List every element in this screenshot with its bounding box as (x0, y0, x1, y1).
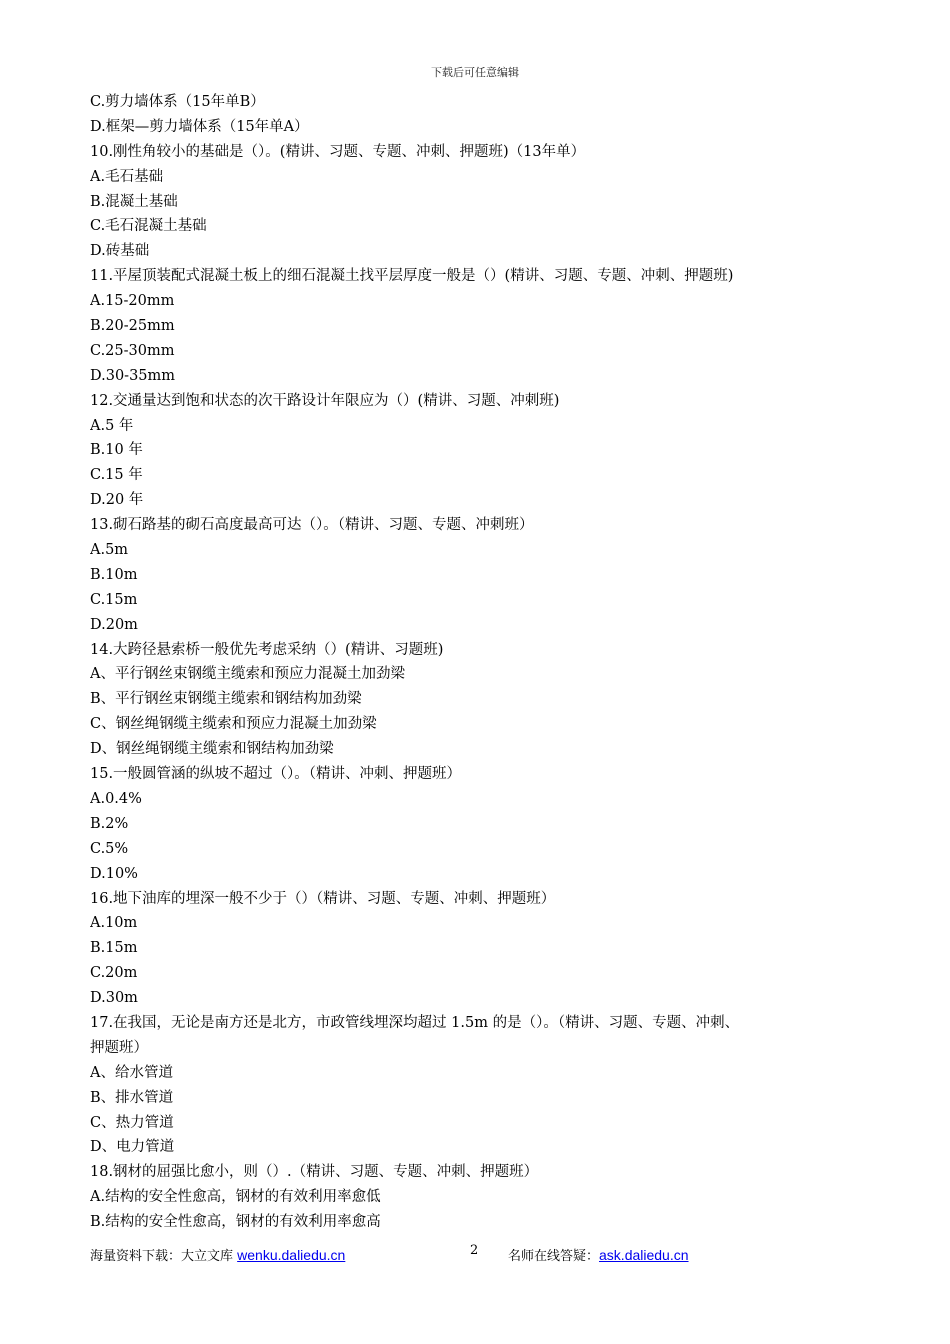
text-line: C.15 年 (90, 467, 143, 484)
page-footer (90, 1245, 860, 1267)
text-line: B.2% (90, 815, 129, 832)
text-line: D.20 年 (90, 492, 144, 509)
text-line: A.15-20mm (90, 293, 175, 310)
text-line: 13.砌石路基的砌石高度最高可达（）。（精讲、习题、专题、冲刺班） (90, 517, 534, 534)
text-line: B.15m (90, 940, 138, 957)
text-line: A.0.4% (90, 790, 142, 807)
text-line: A.5 年 (90, 417, 134, 434)
text-line: C.毛石混凝土基础 (90, 218, 207, 235)
text-line: 15.一般圆管涵的纵坡不超过（）。（精讲、冲刺、押题班） (90, 766, 462, 783)
text-line: D.框架—剪力墙体系（15年单A） (90, 118, 309, 135)
text-line: 16.地下油库的埋深一般不少于（）（精讲、习题、专题、冲刺、押题班） (90, 890, 556, 907)
text-line: 18.钢材的屈强比愈小，则（）.（精讲、习题、专题、冲刺、押题班） (90, 1164, 539, 1181)
text-line: A.毛石基础 (90, 168, 164, 185)
text-line: C.20m (90, 965, 138, 982)
text-line: D.10% (90, 865, 138, 882)
wenku-link[interactable]: wenku.daliedu.cn (237, 1247, 346, 1263)
footer-left (90, 1245, 345, 1264)
text-line: A.5m (90, 542, 129, 559)
text-line: D.30m (90, 990, 138, 1007)
footer-right (508, 1245, 689, 1264)
text-line: C.5% (90, 840, 129, 857)
page-number: 2 (470, 1243, 479, 1258)
text-line: C.25-30mm (90, 342, 175, 359)
footer-left-label: 海量资料下载：大立文库 (90, 1249, 238, 1264)
text-line: A.10m (90, 915, 138, 932)
text-line: B、平行钢丝束钢缆主缆索和钢结构加劲梁 (90, 691, 362, 708)
text-line: B.10m (90, 566, 138, 583)
text-line: D.砖基础 (90, 243, 150, 260)
text-line: A.结构的安全性愈高，钢材的有效利用率愈低 (90, 1189, 381, 1206)
text-line: B.结构的安全性愈高，钢材的有效利用率愈高 (90, 1214, 381, 1231)
document-body (90, 90, 860, 1235)
text-line: D.20m (90, 616, 138, 633)
text-line: 12.交通量达到饱和状态的次干路设计年限应为（）(精讲、习题、冲刺班) (90, 392, 560, 409)
text-line: D.30-35mm (90, 367, 176, 384)
text-line: B、排水管道 (90, 1089, 174, 1106)
text-line: D、电力管道 (90, 1139, 175, 1156)
text-line: B.10 年 (90, 442, 143, 459)
text-line: C.15m (90, 591, 138, 608)
page-header: 下载后可任意编辑 (431, 66, 519, 79)
text-line: 14.大跨径悬索桥一般优先考虑采纳（）(精讲、习题班) (90, 641, 444, 658)
text-line: B.混凝土基础 (90, 193, 178, 210)
text-line: A、给水管道 (90, 1064, 173, 1081)
text-line: 10.刚性角较小的基础是（）。(精讲、习题、专题、冲刺、押题班)（13年单） (90, 143, 586, 160)
text-line: D、钢丝绳钢缆主缆索和钢结构加劲梁 (90, 741, 334, 758)
text-line: C、热力管道 (90, 1114, 174, 1131)
text-line: C、钢丝绳钢缆主缆索和预应力混凝土加劲梁 (90, 716, 377, 733)
text-line: B.20-25mm (90, 318, 175, 335)
footer-right-label: 名师在线答疑： (508, 1249, 600, 1264)
text-line: 17.在我国，无论是南方还是北方，市政管线埋深均超过 1.5m 的是（）。（精讲、习题、专题、冲刺、 (90, 1014, 740, 1031)
text-line: 押题班） (90, 1039, 148, 1056)
text-line: C.剪力墙体系（15年单B） (90, 94, 265, 110)
ask-link[interactable]: ask.daliedu.cn (599, 1247, 689, 1263)
text-line: A、平行钢丝束钢缆主缆索和预应力混凝土加劲梁 (90, 666, 405, 683)
text-line: 11.平屋顶装配式混凝土板上的细石混凝土找平层厚度一般是（）(精讲、习题、专题、冲刺、押题班) (90, 268, 734, 285)
